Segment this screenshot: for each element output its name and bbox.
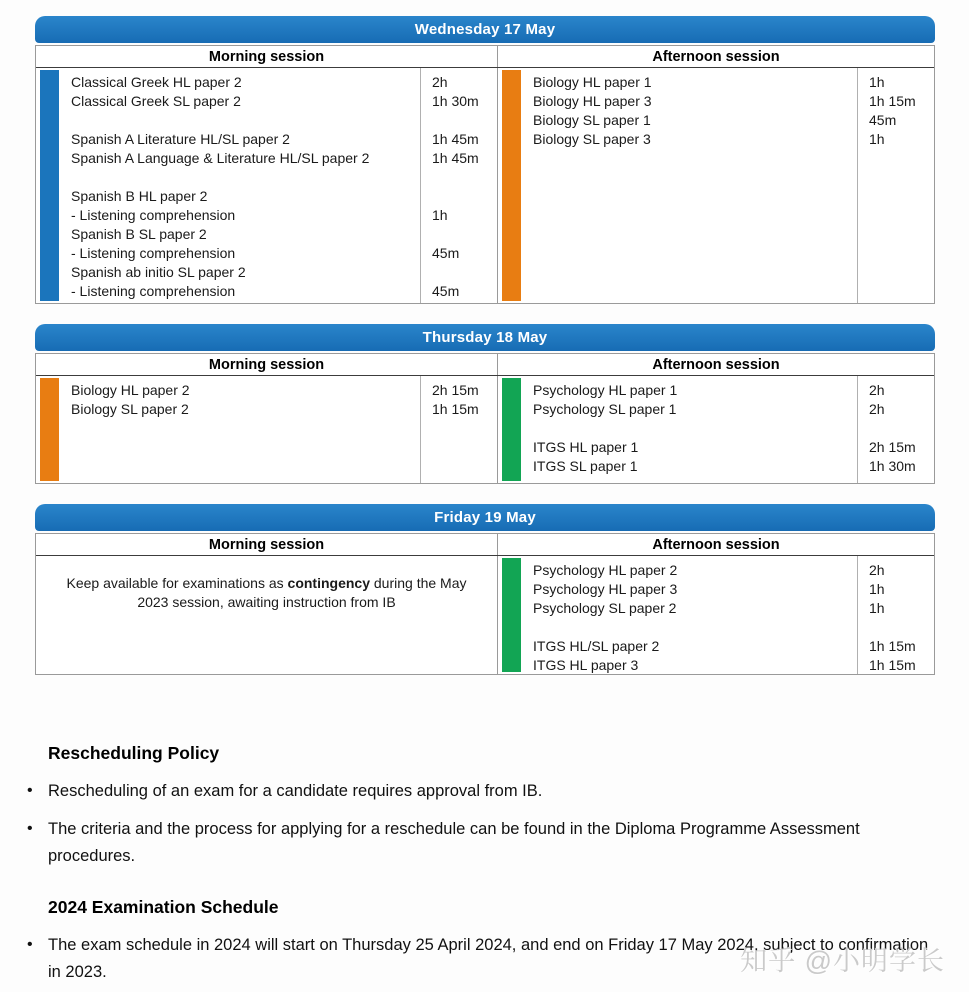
afternoon-session-header: Afternoon session xyxy=(652,356,780,373)
exam-name-list xyxy=(521,376,857,483)
exam-name: - Listening comprehension xyxy=(71,245,236,261)
exam-duration: 1h 45m xyxy=(432,131,479,147)
schedule-bullet: • The exam schedule in 2024 will start on Thursday 25 April 2024, and end on Friday 17 May 2024, subject to confirmation in 2023. xyxy=(25,932,939,985)
day-section-wednesday xyxy=(35,16,935,304)
exam-duration-list xyxy=(420,68,497,303)
morning-session-cell xyxy=(36,68,498,303)
session-color-bar xyxy=(502,70,521,301)
exam-name: Psychology HL paper 1 xyxy=(533,382,678,398)
contingency-note-text: during the May 2023 session, awaiting instruction from IB xyxy=(137,575,467,610)
exam-name: Spanish B HL paper 2 xyxy=(71,188,208,204)
session-color-bar xyxy=(40,378,59,481)
exam-name: Biology SL paper 2 xyxy=(71,401,189,417)
exam-name: ITGS HL paper 3 xyxy=(533,657,639,673)
exam-duration xyxy=(869,618,934,637)
rescheduling-policy-heading: Rescheduling Policy xyxy=(48,743,220,763)
exam-duration xyxy=(869,419,934,438)
exam-duration: 1h 30m xyxy=(432,93,479,109)
day-section-friday xyxy=(35,504,935,675)
zhihu-watermark: 知乎 @小明学长 xyxy=(740,946,945,976)
day-header-bar xyxy=(35,16,935,43)
exam-name: ITGS SL paper 1 xyxy=(533,458,638,474)
exam-duration: 1h 45m xyxy=(432,150,479,166)
exam-name xyxy=(71,168,416,187)
policy-bullet: • The criteria and the process for applying for a reschedule can be found in the Diploma Programme Assessment procedures. xyxy=(25,816,939,869)
day-header-bar xyxy=(35,504,935,531)
exam-name-list xyxy=(59,68,420,303)
exam-duration: 45m xyxy=(869,112,897,128)
exam-name: Spanish A Literature HL/SL paper 2 xyxy=(71,131,290,147)
exam-name: Psychology HL paper 3 xyxy=(533,581,678,597)
afternoon-session-cell xyxy=(498,68,934,303)
exam-name: Spanish A Language & Literature HL/SL paper 2 xyxy=(71,150,370,166)
exam-name-list xyxy=(59,376,420,483)
exam-name: - Listening comprehension xyxy=(71,283,236,299)
day-header-bar xyxy=(35,324,935,351)
exam-name: Psychology SL paper 1 xyxy=(533,401,677,417)
exam-duration: 45m xyxy=(432,245,460,261)
exam-name: Spanish B SL paper 2 xyxy=(71,226,207,242)
afternoon-session-cell xyxy=(498,376,934,483)
exam-name: Classical Greek SL paper 2 xyxy=(71,93,241,109)
exam-duration xyxy=(432,263,497,282)
exam-duration xyxy=(432,187,497,206)
exam-duration-list xyxy=(857,68,934,303)
sessions-content-row xyxy=(36,376,934,483)
exam-name-list xyxy=(521,68,857,303)
contingency-note-bold: contingency xyxy=(287,575,370,591)
exam-duration: 1h xyxy=(869,74,885,90)
day-title: Thursday 18 May xyxy=(422,329,548,346)
exam-duration: 1h xyxy=(869,581,885,597)
exam-duration: 1h 15m xyxy=(869,93,916,109)
exam-duration: 45m xyxy=(432,283,460,299)
exam-name: ITGS HL/SL paper 2 xyxy=(533,638,660,654)
morning-session-cell xyxy=(36,376,498,483)
exam-duration: 2h 15m xyxy=(432,382,479,398)
exam-duration: 1h 15m xyxy=(432,401,479,417)
session-color-bar xyxy=(502,558,521,672)
morning-session-header: Morning session xyxy=(36,534,498,555)
exam-name: Psychology SL paper 2 xyxy=(533,600,677,616)
exam-name: Classical Greek HL paper 2 xyxy=(71,74,242,90)
day-title: Wednesday 17 May xyxy=(414,21,556,38)
exam-name: Biology HL paper 2 xyxy=(71,382,190,398)
morning-session-header: Morning session xyxy=(36,46,498,67)
day-title: Friday 19 May xyxy=(434,509,536,526)
rescheduling-policy-bullets xyxy=(25,778,939,869)
exam-duration: 2h xyxy=(432,74,448,90)
session-color-bar xyxy=(40,70,59,301)
policy-bullet: • Rescheduling of an exam for a candidate requires approval from IB. xyxy=(25,778,939,804)
exam-name xyxy=(533,419,853,438)
afternoon-session-header: Afternoon session xyxy=(652,536,780,553)
exam-name: Biology HL paper 3 xyxy=(533,93,652,109)
exam-duration: 1h xyxy=(869,131,885,147)
exam-duration: 2h xyxy=(869,562,885,578)
exam-duration xyxy=(432,168,497,187)
exam-name-list xyxy=(521,556,857,674)
session-header-row xyxy=(36,534,934,556)
exam-duration: 1h 15m xyxy=(869,657,916,673)
exam-duration-list xyxy=(420,376,497,483)
exam-duration xyxy=(432,225,497,244)
session-header-row xyxy=(36,46,934,68)
morning-session-header: Morning session xyxy=(36,354,498,375)
exam-name: - Listening comprehension xyxy=(71,207,236,223)
exam-name: Biology HL paper 1 xyxy=(533,74,652,90)
exam-duration xyxy=(432,111,497,130)
exam-name xyxy=(533,618,853,637)
exam-duration-list xyxy=(857,376,934,483)
day-section-thursday xyxy=(35,324,935,484)
afternoon-session-cell xyxy=(498,556,934,674)
exam-duration: 1h 15m xyxy=(869,638,916,654)
afternoon-session-header: Afternoon session xyxy=(652,48,780,65)
exam-name: Spanish ab initio SL paper 2 xyxy=(71,264,246,280)
exam-name: Biology SL paper 3 xyxy=(533,131,651,147)
exam-duration: 1h xyxy=(432,207,448,223)
morning-session-cell xyxy=(36,556,498,674)
exam-duration: 1h 30m xyxy=(869,458,916,474)
day-table xyxy=(35,45,935,304)
sessions-content-row xyxy=(36,556,934,674)
exam-name: Psychology HL paper 2 xyxy=(533,562,678,578)
day-table xyxy=(35,533,935,675)
exam-schedule-2024-heading: 2024 Examination Schedule xyxy=(48,897,279,918)
session-color-bar xyxy=(502,378,521,481)
exam-name: ITGS HL paper 1 xyxy=(533,439,639,455)
day-table xyxy=(35,353,935,484)
exam-name: Biology SL paper 1 xyxy=(533,112,651,128)
exam-duration-list xyxy=(857,556,934,674)
exam-duration: 2h 15m xyxy=(869,439,916,455)
contingency-note-text: Keep available for examinations as xyxy=(66,575,288,591)
exam-duration: 2h xyxy=(869,382,885,398)
exam-duration: 2h xyxy=(869,401,885,417)
contingency-note xyxy=(51,556,483,612)
session-header-row xyxy=(36,354,934,376)
exam-duration: 1h xyxy=(869,600,885,616)
sessions-content-row xyxy=(36,68,934,303)
exam-name xyxy=(71,111,416,130)
